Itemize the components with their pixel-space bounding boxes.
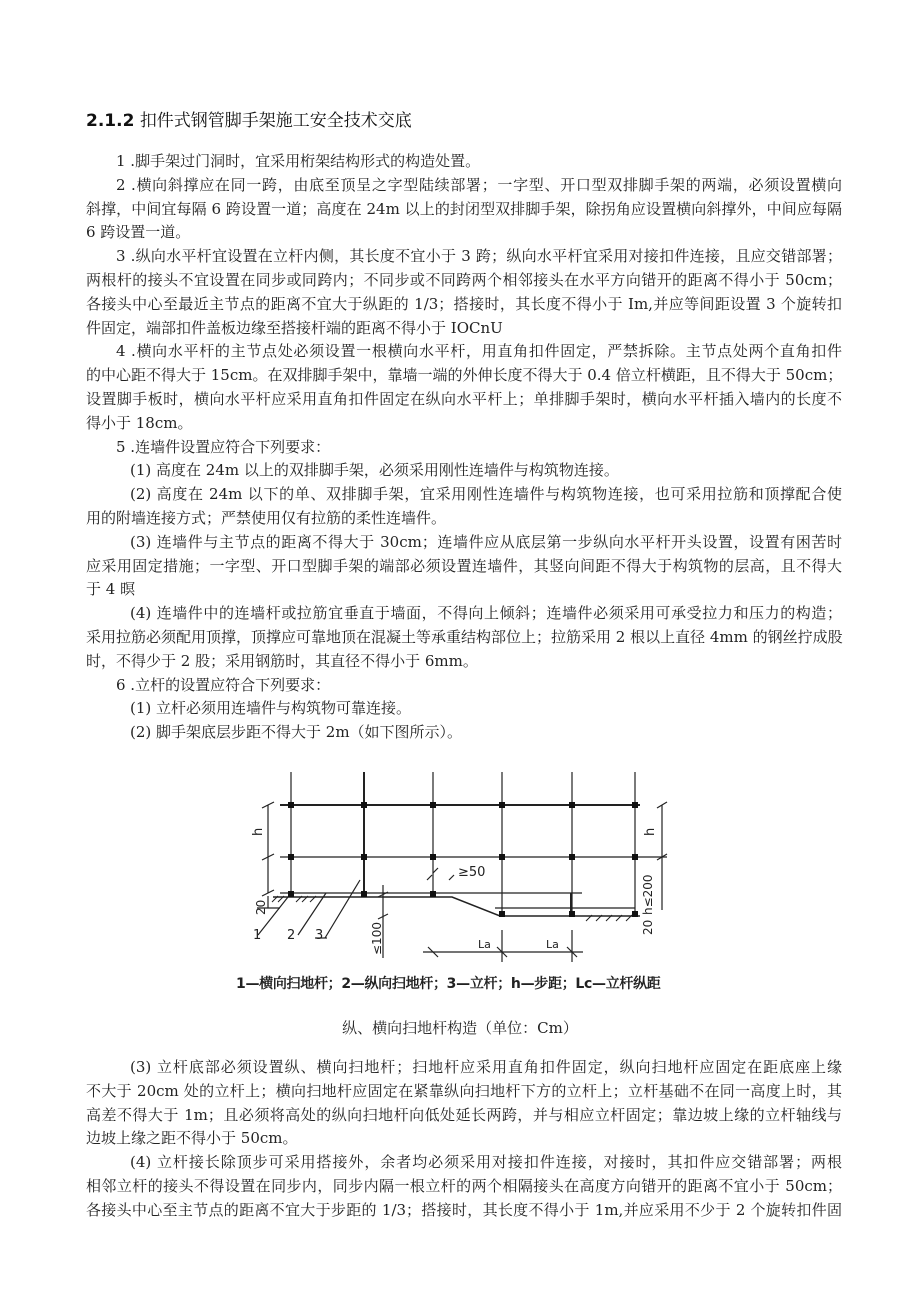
text-line: 5 .连墙件设置应符合下列要求：: [116, 437, 331, 456]
dim-h-le200: h≤200: [641, 874, 655, 915]
text-line: 相邻立杆的接头不得设置在同步内，同步内隔一根立杆的两个相隔接头在高度方向错开的距离不宜小于 50cm；: [86, 1176, 842, 1195]
text-line: (1) 高度在 24m 以上的双排脚手架，必须采用刚性连墙件与构筑物连接。: [130, 461, 619, 480]
text-line: 3 .纵向水平杆宜设置在立杆内侧，其长度不宜小于 3 跨；纵向水平杆宜采用对接扣件连接，且应交错部署；: [116, 247, 842, 266]
text-line: 斜撑，中间宜每隔 6 跨设置一道；高度在 24m 以上的封闭型双排脚手架，除拐角应设置横向斜撑外，中间应每隔: [86, 199, 842, 218]
dim-ge50: ≥50: [458, 865, 486, 880]
label-3: 3: [315, 928, 324, 943]
text-line: 不大于 20cm 处的立杆上；横向扫地杆应固定在紧靠纵向扫地杆下方的立杆上；立杆基础不在同一高度上时，其: [86, 1081, 842, 1100]
label-la-1: La: [478, 938, 491, 951]
text-line: 设置脚手板时，横向水平杆应采用直角扣件固定在纵向水平杆上；单排脚手架时，横向水平杆插入墙内的长度不: [86, 389, 842, 408]
text-line: (4) 连墙件中的连墙杆或拉筋宜垂直于墙面，不得向上倾斜；连墙件必须采用可承受拉力和压力的构造；: [130, 604, 842, 623]
text-line: (3) 立杆底部必须设置纵、横向扫地杆；扫地杆应采用直角扣件固定，纵向扫地杆应固定在距底座上缘: [130, 1058, 842, 1076]
text-line: 用的附墙连接方式；严禁使用仅有拉筋的柔性连墙件。: [86, 508, 447, 527]
dim-h-right: h: [643, 827, 658, 836]
text-line: (1) 立杆必须用连墙件与构筑物可靠连接。: [130, 699, 412, 718]
text-line: 1 .脚手架过门洞时，宜采用桁架结构形式的构造处置。: [116, 152, 481, 170]
label-la-2: La: [546, 938, 559, 951]
figure-legend: 1—横向扫地杆；2—纵向扫地杆；3—立杆；h—步距；Lc—立杆纵距: [236, 976, 661, 992]
text-line: (4) 立杆接长除顶步可采用搭接外，余者均必须采用对接扣件连接，对接时，其扣件应交错部署；两根: [130, 1153, 842, 1172]
text-line: (3) 连墙件与主节点的距离不得大于 30cm；连墙件应从底层第一步纵向水平杆开头设置，设置有困苦时: [130, 532, 842, 551]
text-line: (2) 脚手架底层步距不得大于 2m（如下图所示）。: [130, 723, 463, 742]
text-line: 6 跨设置一道。: [86, 223, 191, 242]
section-number: 2.1.2: [86, 111, 135, 131]
dim-h-left: h: [251, 827, 266, 836]
text-line: 4 .横向水平杆的主节点处必须设置一根横向水平杆，用直角扣件固定，严禁拆除。主节点处两个直角扣件: [116, 342, 842, 361]
text-line: 边坡上缘之距不得小于 50cm。: [86, 1129, 298, 1148]
text-line: (2) 高度在 24m 以下的单、双排脚手架，宜采用刚性连墙件与构筑物连接，也可采用拉筋和顶撑配合使: [130, 485, 842, 504]
figure-caption: 纵、横向扫地杆构造（单位：Cm）: [342, 1019, 578, 1037]
text-line: 2 .横向斜撑应在同一跨，由底至顶呈之字型陆续部署；一字型、开口型双排脚手架的两端，必须设置横向: [116, 175, 842, 194]
text-line: 应采用固定措施；一字型、开口型脚手架的端部必须设置连墙件，其竖向间距不得大于构筑物的层高，且不得大: [86, 556, 842, 575]
body-text-lower: [86, 1056, 842, 1223]
text-line: 两根杆的接头不宜设置在同步或同跨内；不同步或不同跨两个相邻接头在水平方向错开的距离不得小于 50cm；: [86, 270, 842, 289]
dim-le100: ≤100: [370, 922, 384, 955]
text-line: 得小于 18cm。: [86, 413, 193, 432]
text-line: 高差不得大于 1m；且必须将高处的纵向扫地杆向低处延长两跨，并与相应立杆固定；靠边坡上缘的立杆轴线与: [86, 1105, 842, 1124]
dim-20-right: 20: [641, 919, 655, 935]
label-2: 2: [287, 928, 296, 943]
text-line: 的中心距不得大于 15cm。在双排脚手架中，靠墙一端的外伸长度不得大于 0.4 倍立杆横距，且不得大于 50cm；: [86, 366, 843, 385]
label-1: 1: [253, 928, 262, 943]
section-title: 扣件式钢管脚手架施工安全技术交底: [139, 111, 412, 131]
text-line: 时，不得少于 2 股；采用钢筋时，其直径不得小于 6mm。: [86, 651, 478, 670]
coupler-nodes: [288, 802, 638, 917]
text-line: 件固定，端部扣件盖板边缘至搭接杆端的距离不得小于 IOCnU: [86, 318, 503, 337]
text-line: 6 .立杆的设置应符合下列要求：: [116, 675, 331, 694]
text-line: 于 4 暝: [86, 580, 136, 599]
text-line: 各接头中心至最近主节点的距离不宜大于纵距的 1/3；搭接时，其长度不得小于 Im,并应等间距设置 3 个旋转扣: [86, 294, 842, 313]
text-line: 各接头中心至主节点的距离不宜大于步距的 1/3；搭接时，其长度不得小于 1m,并应采用不少于 2 个旋转扣件固: [86, 1200, 842, 1219]
dim-20-left: 20: [254, 899, 268, 915]
ground-line: [273, 897, 640, 916]
text-line: 采用拉筋必须配用顶撑，顶撑应可靠地顶在混凝土等承重结构部位上；拉筋采用 2 根以上直径 4mm 的钢丝拧成股: [86, 627, 843, 646]
